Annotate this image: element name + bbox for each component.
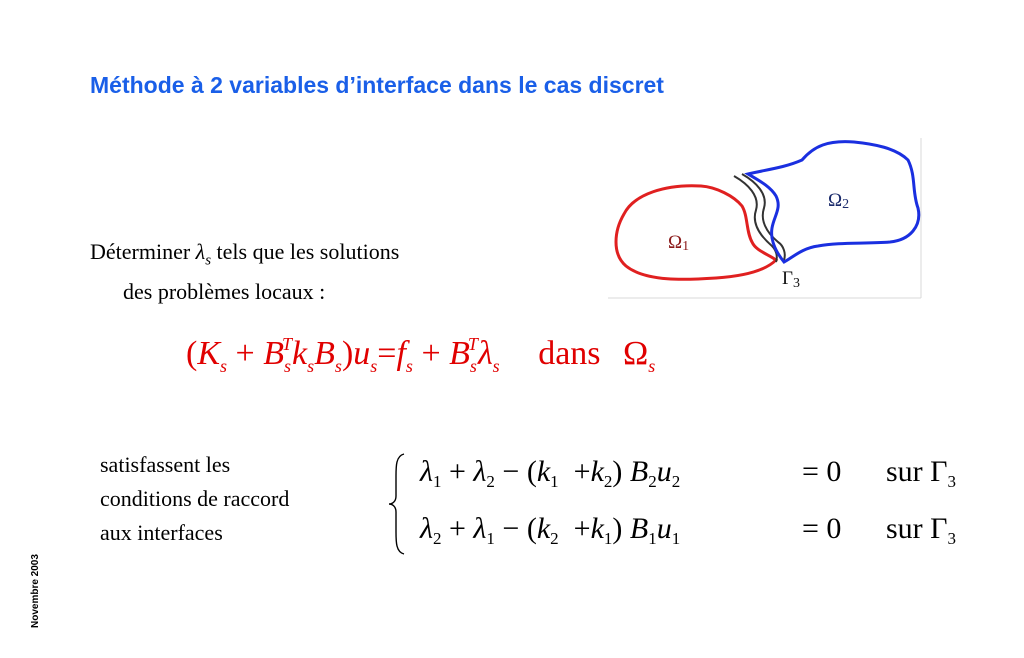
omega2-label: Ω2 (828, 190, 850, 212)
conditions-line-1: satisfassent les (100, 452, 231, 477)
omega1-label: Ω1 (668, 232, 690, 254)
main-equation: $(K_s + B_s^Tk_sB_s)u_s=f_s + B_s^T\lambda_s$ dans $\Omega_s$ (186, 334, 656, 376)
intro-line2: des problèmes locaux : (123, 279, 326, 305)
system-row-1: $\lambda_1 + \lambda_2 - (k_1 +k_2)$ $B_2u_2$ = 0 sur $\Gamma_3$ (420, 455, 957, 491)
system-row-2: $\lambda_2 + \lambda_1 - (k_2 +k_1)$ $B_1u_1$ = 0 sur $\Gamma_3$ (420, 512, 957, 548)
intro-paragraph (90, 236, 399, 308)
conditions-line-2: conditions de raccord (100, 486, 290, 511)
system-brace (388, 452, 408, 556)
date-side-label: Novembre 2003 (30, 554, 41, 628)
intro-rest: tels que les solutions (216, 239, 400, 264)
intro-word: Déterminer (90, 239, 191, 264)
conditions-line-3: aux interfaces (100, 520, 223, 545)
conditions-paragraph (100, 448, 289, 550)
lambda-symbol: $\lambda_s$ (195, 239, 212, 269)
domain-figure (606, 136, 924, 302)
omega1-boundary (616, 186, 776, 280)
gamma3-label: Γ3 (782, 268, 800, 291)
slide-title: Méthode à 2 variables d’interface dans le cas discret (90, 72, 664, 98)
